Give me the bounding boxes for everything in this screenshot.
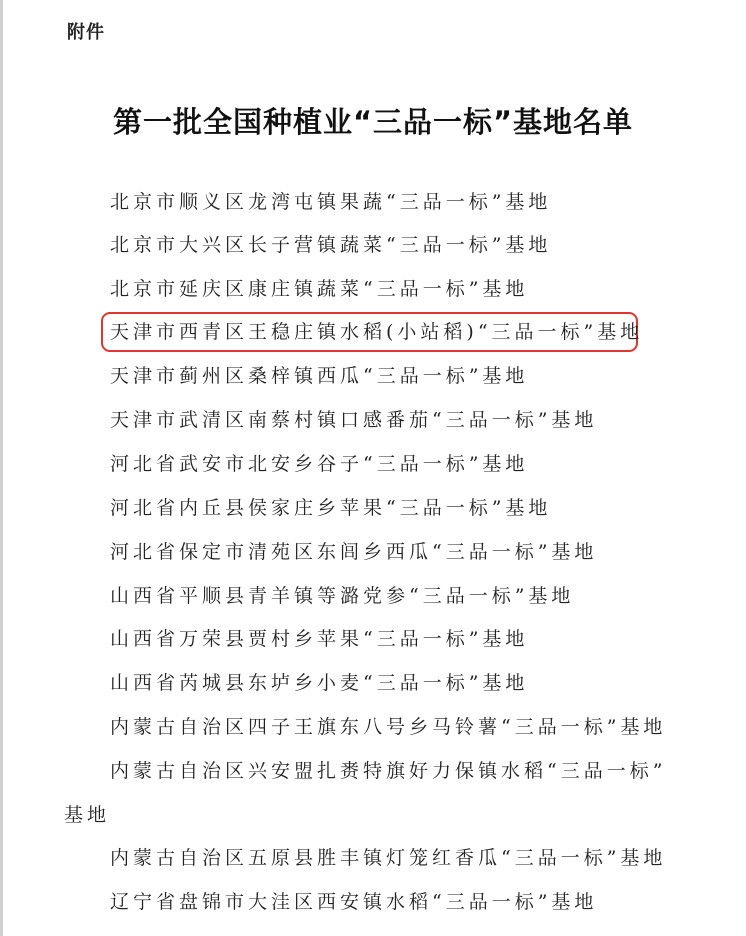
- list-item: 内蒙古自治区兴安盟扎赉特旗好力保镇水稻“三品一标”: [110, 760, 667, 782]
- attachment-label: 附件: [67, 22, 105, 43]
- list-item: 河北省内丘县侯家庄乡苹果“三品一标”基地: [110, 497, 552, 519]
- list-item: 河北省武安市北安乡谷子“三品一标”基地: [110, 453, 529, 475]
- list-item: 山西省芮城县东垆乡小麦“三品一标”基地: [110, 672, 529, 694]
- list-item-highlighted: 天津市西青区王稳庄镇水稻(小站稻)“三品一标”基地: [110, 321, 644, 343]
- document-title: 第一批全国种植业“三品一标”基地名单: [112, 105, 634, 139]
- list-item: 山西省万荣县贾村乡苹果“三品一标”基地: [110, 628, 529, 650]
- list-item: 辽宁省盘锦市大洼区西安镇水稻“三品一标”基地: [110, 891, 598, 913]
- list-item: 天津市武清区南蔡村镇口感番茄“三品一标”基地: [110, 409, 598, 431]
- list-item: 天津市蓟州区桑梓镇西瓜“三品一标”基地: [110, 365, 529, 387]
- list-item: 北京市延庆区康庄镇蔬菜“三品一标”基地: [110, 278, 529, 300]
- list-item: 内蒙古自治区五原县胜丰镇灯笼红香瓜“三品一标”基地: [110, 847, 667, 869]
- list-item-continuation: 基地: [64, 804, 111, 826]
- list-item: 河北省保定市清苑区东闾乡西瓜“三品一标”基地: [110, 541, 598, 563]
- list-item: 北京市顺义区龙湾屯镇果蔬“三品一标”基地: [110, 191, 552, 213]
- list-item: 内蒙古自治区四子王旗东八号乡马铃薯“三品一标”基地: [110, 716, 667, 738]
- list-item: 山西省平顺县青羊镇等潞党参“三品一标”基地: [110, 585, 575, 607]
- list-item: 北京市大兴区长子营镇蔬菜“三品一标”基地: [110, 234, 552, 256]
